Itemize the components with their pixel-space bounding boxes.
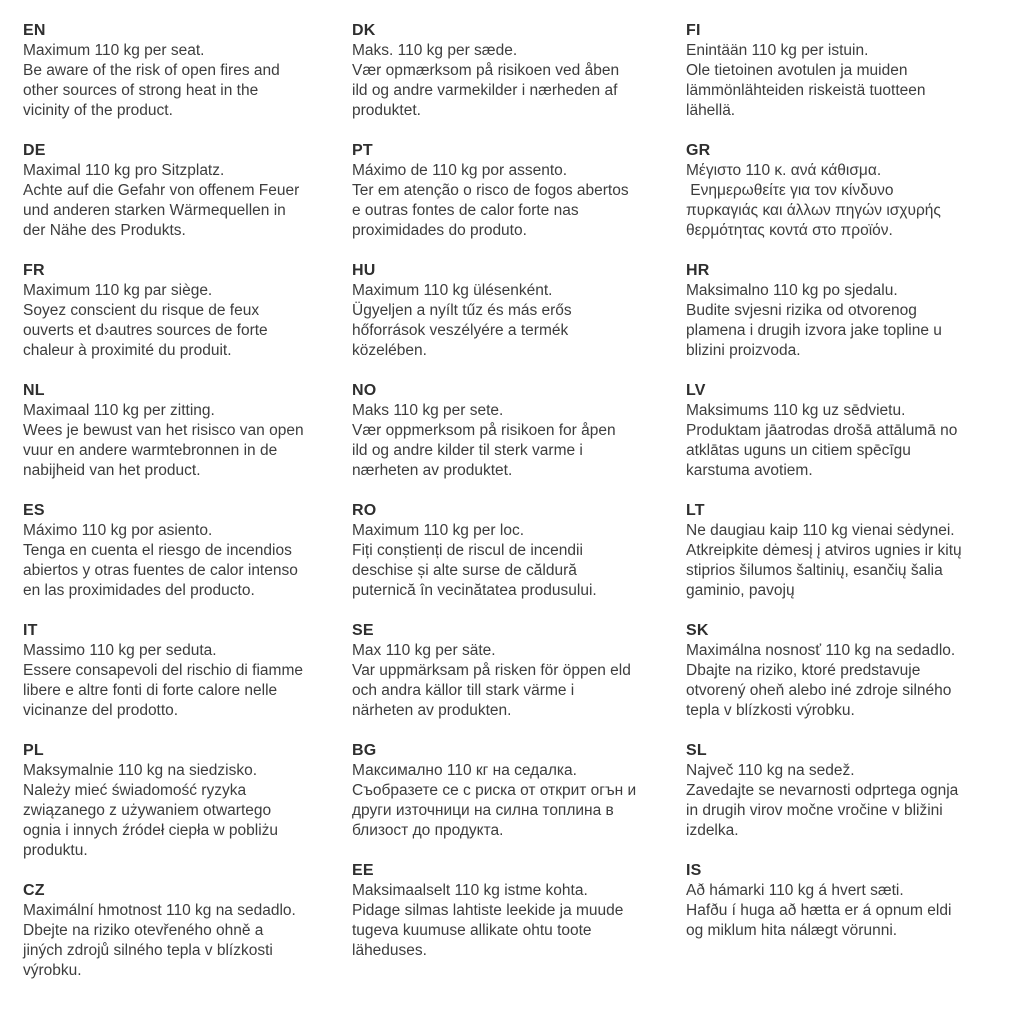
text-line: chaleur à proximité du produit. [23,342,232,359]
block-text [686,41,1017,121]
text-line: Máximo 110 kg por asiento. [23,522,213,539]
language-code: SK [686,622,709,639]
language-block [23,881,352,981]
language-block [352,141,686,241]
text-line: nabijheid van het product. [23,462,201,479]
language-code: HR [686,262,710,279]
language-code: LT [686,502,705,519]
block-text [686,881,1017,941]
text-line: Maximálna nosnosť 110 kg na sedadlo. [686,642,956,659]
language-code: HU [352,262,376,279]
text-line: Wees je bewust van het risisco van open [23,422,304,439]
language-code: GR [686,142,711,159]
block-text [352,761,686,841]
text-line: Μέγιστο 110 κ. ανά κάθισμα. [686,162,882,179]
text-line: und anderen starken Wärmequellen in [23,202,286,219]
language-code: IT [23,622,38,639]
language-code: DK [352,22,376,39]
language-block [23,261,352,361]
text-line: och andra källor till stark värme i [352,682,575,699]
block-text [23,901,352,981]
text-line: Maximum 110 kg per loc. [352,522,524,539]
block-text [686,401,1017,481]
text-line: lähellä. [686,102,736,119]
column-2 [352,21,686,1001]
text-line: Maksimums 110 kg uz sēdvietu. [686,402,906,419]
text-line: Maksimaalselt 110 kg istme kohta. [352,882,588,899]
text-line: Máximo de 110 kg por assento. [352,162,568,179]
block-text [686,521,1017,601]
language-block [23,381,352,481]
text-line: Maximum 110 kg ülésenként. [352,282,553,299]
text-line: produktet. [352,102,421,119]
block-text [352,401,686,481]
language-block [686,21,1017,121]
language-block [686,261,1017,361]
text-line: blizini proizvoda. [686,342,801,359]
column-3 [686,21,1017,1001]
text-line: nærheten av produktet. [352,462,513,479]
block-text [352,521,686,601]
language-code: SE [352,622,374,639]
text-line: stiprios šilumos šaltinių, esančių šalia [686,562,943,579]
text-line: in drugih virov močne vročine v bližini [686,802,943,819]
text-line: abiertos y otras fuentes de calor intenso [23,562,298,579]
language-code: PL [23,742,44,759]
text-line: други източници на силна топлина в [352,802,614,819]
language-block [686,381,1017,481]
text-line: tepla v blízkosti výrobku. [686,702,855,719]
language-code: NL [23,382,45,399]
text-line: läheduses. [352,942,427,959]
language-block [686,621,1017,721]
language-block [23,21,352,121]
text-line: výrobku. [23,962,82,979]
language-block [352,21,686,121]
text-line: ild og andre varmekilder i nærheden af [352,82,618,99]
text-line: izdelka. [686,822,739,839]
block-text [23,281,352,361]
text-line: Soyez conscient du risque de feux [23,302,260,319]
text-line: vicinity of the product. [23,102,173,119]
language-block [352,381,686,481]
language-code: RO [352,502,377,519]
text-line: Produktam jāatrodas drošā attālumā no [686,422,958,439]
text-line: ild og andre kilder til sterk varme i [352,442,583,459]
language-code: IS [686,862,702,879]
block-text [352,41,686,121]
text-line: πυρκαγιάς και άλλων πηγών ισχυρής [686,202,941,219]
text-line: közelében. [352,342,427,359]
language-block [23,621,352,721]
text-line: jiných zdrojů silného tepla v blízkosti [23,942,273,959]
text-line: Należy mieć świadomość ryzyka [23,782,247,799]
text-line: Essere consapevoli del rischio di fiamme [23,662,303,679]
language-code: PT [352,142,373,159]
text-line: Max 110 kg per säte. [352,642,496,659]
text-line: Var uppmärksam på risken för öppen eld [352,662,631,679]
text-line: other sources of strong heat in the [23,82,259,99]
text-line: deschise și alte surse de căldură [352,562,577,579]
text-line: Maksymalnie 110 kg na siedzisko. [23,762,258,779]
language-block [686,501,1017,601]
block-text [352,881,686,961]
text-line: vuur en andere warmtebronnen in de [23,442,278,459]
text-line: Maks 110 kg per sete. [352,402,504,419]
language-code: BG [352,742,377,759]
text-line: en las proximidades del producto. [23,582,255,599]
language-code: DE [23,142,46,159]
text-line: Maximal 110 kg pro Sitzplatz. [23,162,225,179]
language-code: EN [23,22,46,39]
text-line: Vær opmærksom på risikoen ved åben [352,62,620,79]
text-line: Ενημερωθείτε για τον κίνδυνο [686,182,894,199]
block-text [23,41,352,121]
block-text [23,641,352,721]
text-line: Be aware of the risk of open fires and [23,62,280,79]
text-line: Ole tietoinen avotulen ja muiden [686,62,908,79]
block-text [352,641,686,721]
text-line: hőforrások veszélyére a termék [352,322,569,339]
block-text [686,761,1017,841]
text-line: karstuma avotiem. [686,462,813,479]
text-line: og miklum hita nálægt vörunni. [686,922,898,939]
text-line: Vær oppmerksom på risikoen for åpen [352,422,616,439]
text-line: Dbajte na riziko, ktoré predstavuje [686,662,921,679]
language-block [23,741,352,861]
text-line: plamena i drugih izvora jake topline u [686,322,942,339]
text-line: Enintään 110 kg per istuin. [686,42,869,59]
text-line: Maximum 110 kg par siège. [23,282,213,299]
language-code: CZ [23,882,45,899]
block-text [23,401,352,481]
text-line: Съобразете се с риска от открит огън и [352,782,637,799]
block-text [686,161,1017,241]
text-line: tugeva kuumuse allikate ohtu toote [352,922,592,939]
language-code: FR [23,262,45,279]
text-line: Atkreipkite dėmesį į atviros ugnies ir kitų [686,542,962,559]
text-line: ouverts et d›autres sources de forte [23,322,268,339]
text-line: närheten av produkten. [352,702,512,719]
text-line: Ne daugiau kaip 110 kg vienai sėdynei. [686,522,955,539]
text-line: Dbejte na riziko otevřeného ohně a [23,922,264,939]
column-1 [23,21,352,1001]
block-text [23,161,352,241]
text-line: gaminio, pavojų [686,582,795,599]
language-block [352,741,686,841]
text-line: Hafðu í huga að hætta er á opnum eldi [686,902,952,919]
text-line: Maks. 110 kg per sæde. [352,42,518,59]
text-line: Að hámarki 110 kg á hvert sæti. [686,882,904,899]
text-line: libere e altre fonti di forte calore nelle [23,682,278,699]
text-line: Budite svjesni rizika od otvorenog [686,302,917,319]
text-line: Максимално 110 кг на седалка. [352,762,577,779]
language-code: FI [686,22,701,39]
language-block [23,501,352,601]
language-code: LV [686,382,706,399]
text-line: Ter em atenção o risco de fogos abertos [352,182,629,199]
text-line: der Nähe des Produkts. [23,222,186,239]
language-code: SL [686,742,707,759]
block-text [686,281,1017,361]
text-line: produktu. [23,842,88,859]
text-line: Zavedajte se nevarnosti odprtega ognja [686,782,959,799]
text-line: lämmönlähteiden riskeistä tuotteen [686,82,926,99]
language-block [352,621,686,721]
text-line: Maksimalno 110 kg po sjedalu. [686,282,898,299]
text-line: θερμότητας κοντά στο προϊόν. [686,222,893,239]
text-line: proximidades do produto. [352,222,527,239]
text-line: Fiți conștienți de riscul de incendii [352,542,583,559]
language-block [686,141,1017,241]
block-text [352,161,686,241]
text-line: Ügyeljen a nyílt tűz és más erős [352,302,572,319]
language-code: ES [23,502,45,519]
block-text [686,641,1017,721]
text-line: Maximaal 110 kg per zitting. [23,402,215,419]
language-code: EE [352,862,374,879]
language-block [352,501,686,601]
text-line: Massimo 110 kg per seduta. [23,642,217,659]
text-line: Največ 110 kg na sedež. [686,762,855,779]
text-line: Tenga en cuenta el riesgo de incendios [23,542,292,559]
language-block [686,861,1017,941]
text-line: puternică în vecinătatea produsului. [352,582,597,599]
block-text [23,761,352,861]
text-line: związanego z używaniem otwartego [23,802,272,819]
language-block [352,261,686,361]
text-line: e outras fontes de calor forte nas [352,202,579,219]
text-line: Maximální hmotnost 110 kg na sedadlo. [23,902,296,919]
text-line: Achte auf die Gefahr von offenem Feuer [23,182,300,199]
text-line: Maximum 110 kg per seat. [23,42,205,59]
text-line: ognia i innych źródeł ciepła w pobliżu [23,822,279,839]
language-block [352,861,686,961]
text-line: atklātas uguns un citiem spēcīgu [686,442,911,459]
block-text [352,281,686,361]
text-line: otvorený oheň alebo iné zdroje silného [686,682,952,699]
language-block [686,741,1017,841]
text-line: близост до продукта. [352,822,504,839]
text-line: Pidage silmas lahtiste leekide ja muude [352,902,624,919]
block-text [23,521,352,601]
text-line: vicinanze del prodotto. [23,702,179,719]
language-block [23,141,352,241]
language-code: NO [352,382,377,399]
